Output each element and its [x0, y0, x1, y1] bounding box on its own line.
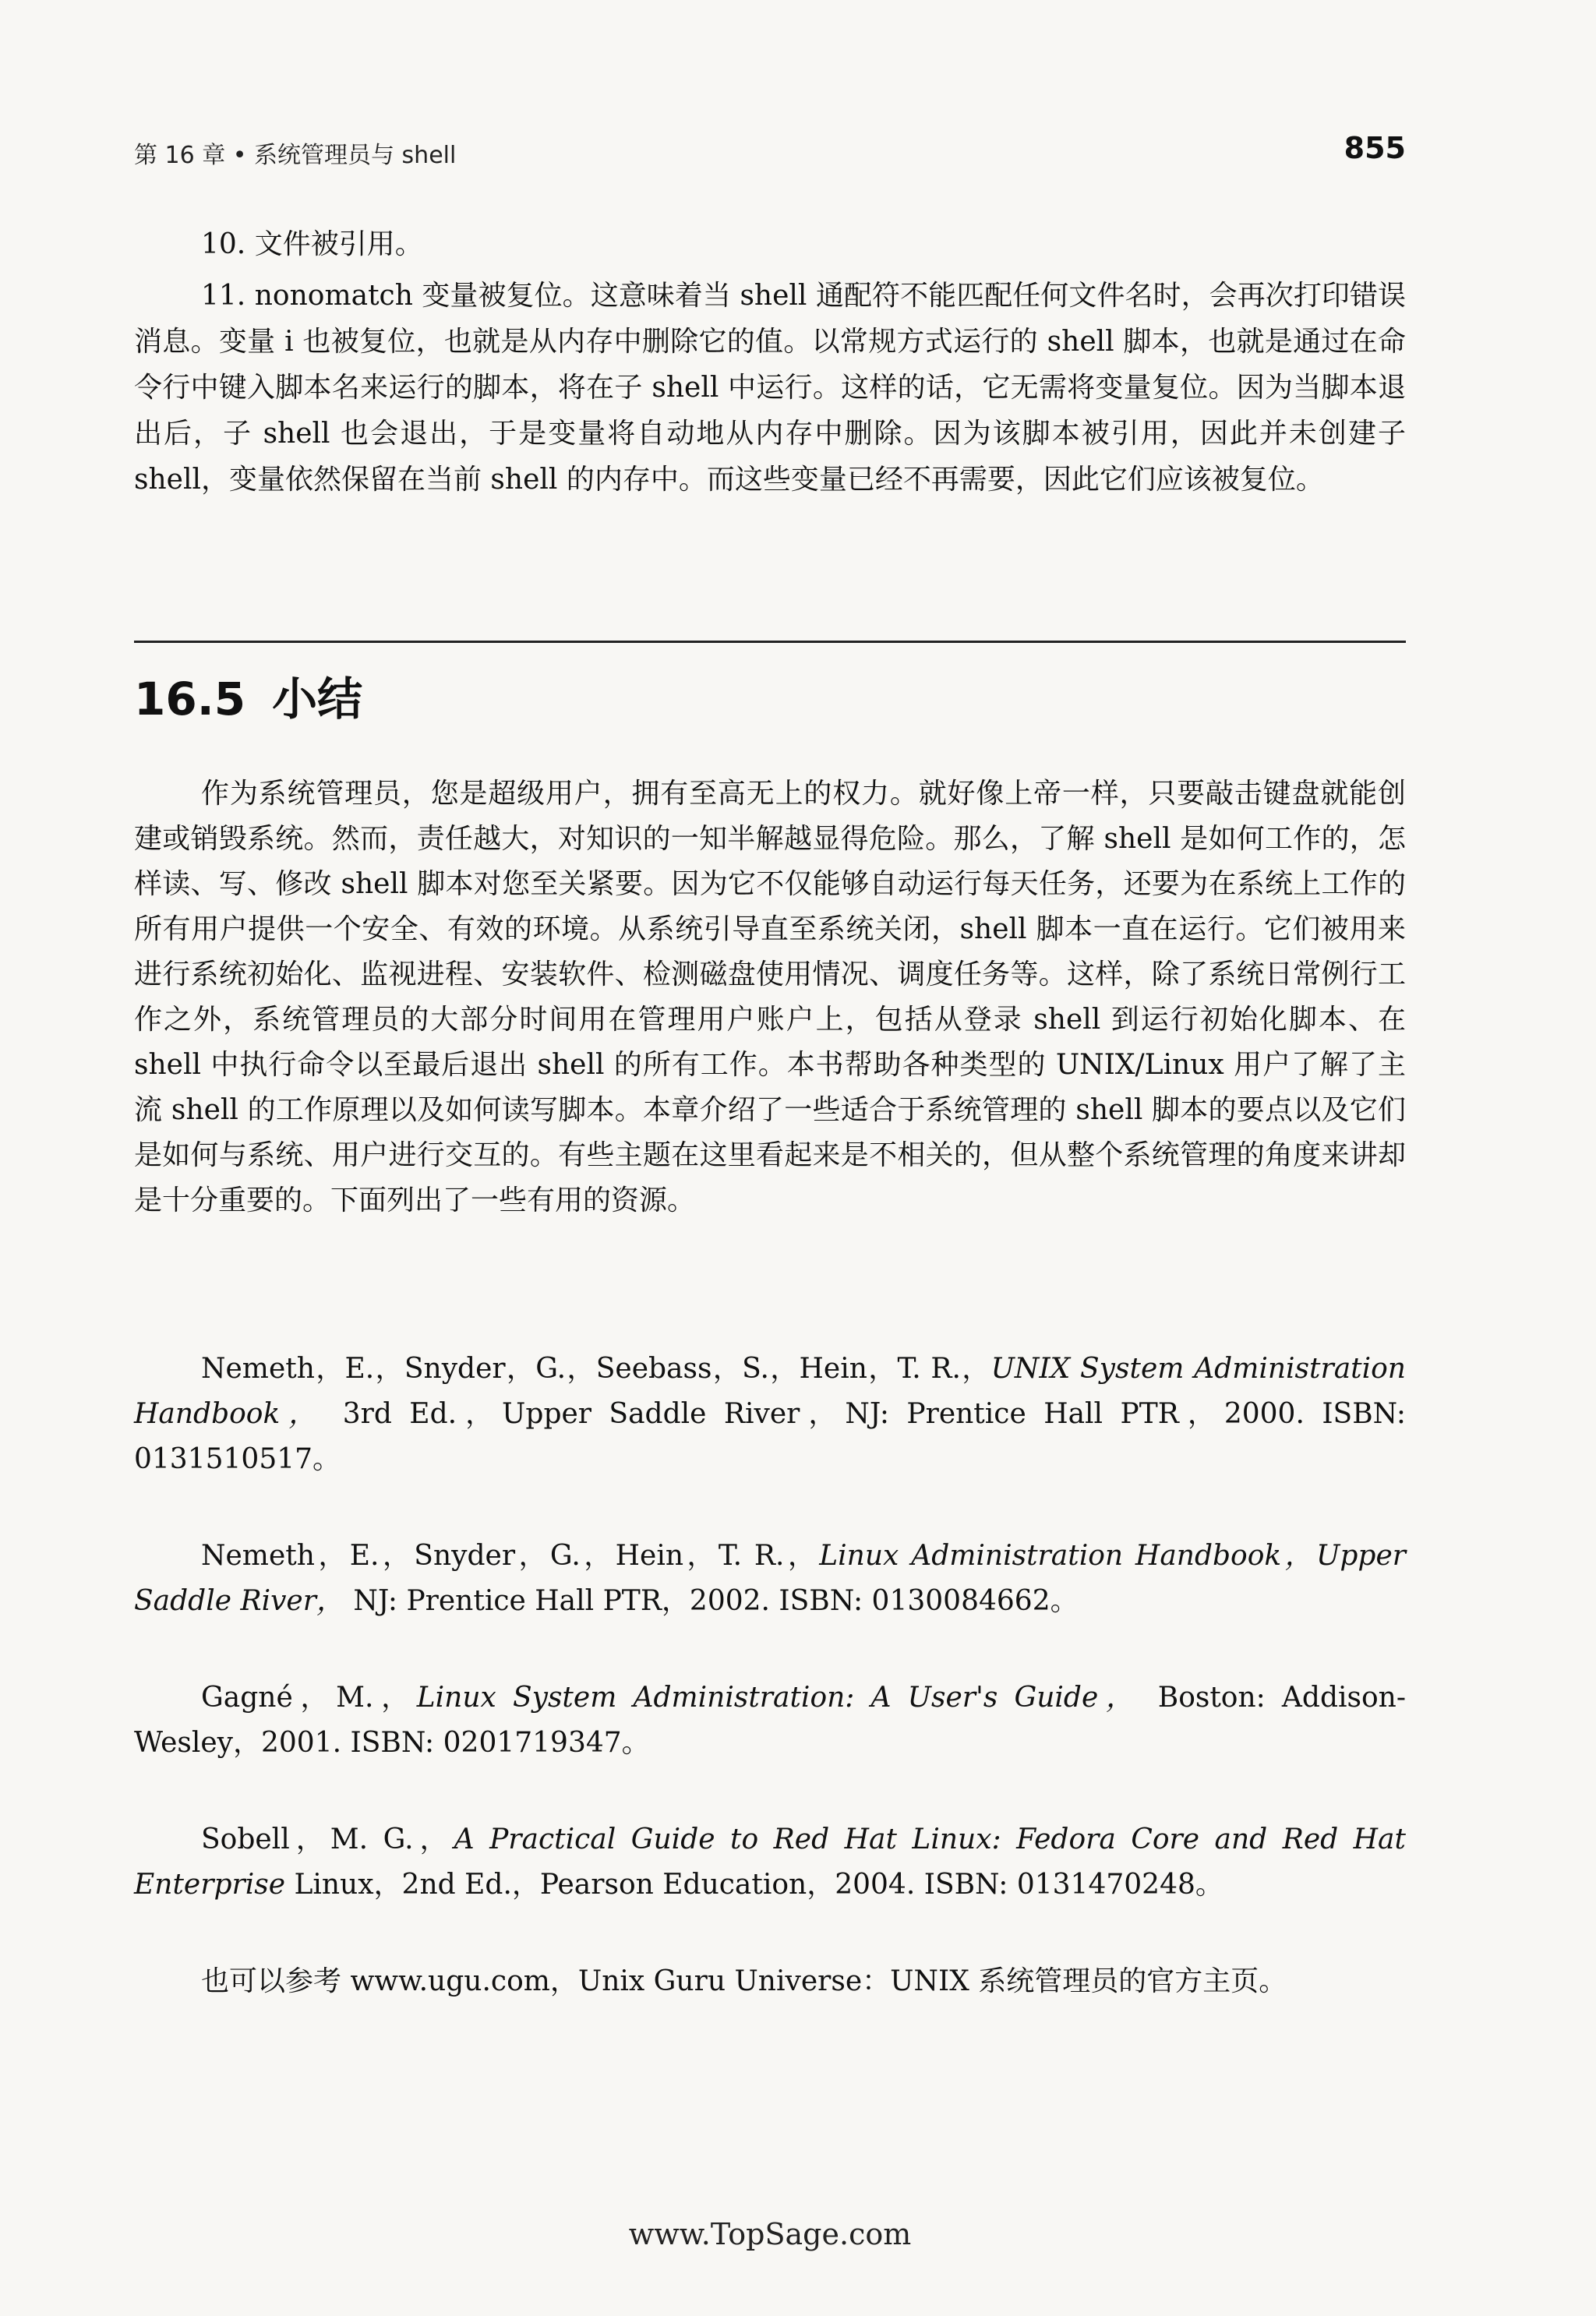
- running-header: [134, 131, 1406, 170]
- section-divider: [134, 641, 1406, 643]
- reference-title: Linux Administration Handbook，Upper Saddle River，: [134, 1540, 1406, 1617]
- reference-item: [134, 1534, 1406, 1624]
- list-item-11: 11. nonomatch 变量被复位。这意味着当 shell 通配符不能匹配任何文件名时，会再次打印错误消息。变量 i 也被复位，也就是从内存中删除它的值。以常规方式运行的 shell 脚本，也就是通过在命令行中键入脚本名来运行的脚本，将在子 shell 中运行。这样的话，它无需将变量复位。因为当脚本退出后，子 shell 也会退出，于是变量将自动地从内存中删除。因为该脚本被引用，因此并未创建子 shell，变量依然保留在当前 shell 的内存中。而这些变量已经不再需要，因此它们应该被复位。: [134, 280, 1406, 496]
- reference-details: 3rd Ed.，Upper Saddle River，NJ: Prentice Hall PTR，2000. ISBN: 0131510517。: [134, 1398, 1407, 1475]
- reference-item: [134, 1817, 1406, 1908]
- section-heading: [134, 664, 362, 734]
- reference-item: [134, 1347, 1406, 1482]
- reference-authors: Sobell，M. G.，: [201, 1823, 454, 1855]
- page-number: 855: [1344, 131, 1406, 165]
- section-number: 16.5: [134, 673, 246, 726]
- summary-paragraph: 作为系统管理员，您是超级用户，拥有至高无上的权力。就好像上帝一样，只要敲击键盘就能创建或销毁系统。然而，责任越大，对知识的一知半解越显得危险。那么，了解 shell 是如何工作的，怎样读、写、修改 shell 脚本对您至关紧要。因为它不仅能够自动运行每天任务，还要为在系统上工作的所有用户提供一个安全、有效的环境。从系统引导直至系统关闭，shell 脚本一直在运行。它们被用来进行系统初始化、监视进程、安装软件、检测磁盘使用情况、调度任务等。这样，除了系统日常例行工作之外，系统管理员的大部分时间用在管理用户账户上，包括从登录 shell 到运行初始化脚本、在 shell 中执行命令以至最后退出 shell 的所有工作。本书帮助各种类型的 UNIX/Linux 用户了解了主流 shell 的工作原理以及如何读写脚本。本章介绍了一些适合于系统管理的 shell 脚本的要点以及它们是如何与系统、用户进行交互的。有些主题在这里看起来是不相关的，但从整个系统管理的角度来讲却是十分重要的。下面列出了一些有用的资源。: [134, 778, 1406, 1216]
- section-title: 小结: [272, 673, 363, 726]
- footer-url: www.TopSage.com: [628, 2217, 912, 2251]
- additional-resource-note: 也可以参考 www.ugu.com，Unix Guru Universe：UNIX 系统管理员的官方主页。: [201, 1965, 1287, 1997]
- reference-details: NJ: Prentice Hall PTR，2002. ISBN: 0130084662。: [344, 1585, 1079, 1617]
- reference-item: [134, 1675, 1406, 1766]
- reference-list: [134, 1347, 1406, 2032]
- reference-authors: Nemeth，E.，Snyder，G.，Hein，T. R.，: [201, 1540, 820, 1572]
- reference-title: Linux System Administration: A User's Guide，: [416, 1682, 1142, 1714]
- reference-title: UNIX System Administration Handbook，: [134, 1353, 1406, 1430]
- book-page: [134, 0, 1406, 2316]
- reference-details: Linux，2nd Ed.，Pearson Education，2004. ISBN: 0131470248。: [285, 1869, 1223, 1901]
- reference-details: Boston: Addison-Wesley，2001. ISBN: 0201719347。: [134, 1682, 1407, 1759]
- reference-authors: Nemeth，E.，Snyder，G.，Seebass，S.，Hein，T. R.，: [201, 1353, 991, 1385]
- chapter-header: 第 16 章 • 系统管理员与 shell: [134, 142, 457, 169]
- reference-title: A Practical Guide to Red Hat Linux: Fedora Core and Red Hat Enterprise: [134, 1823, 1406, 1901]
- list-item-10: 10. 文件被引用。: [201, 228, 423, 260]
- reference-authors: Gagné，M.，: [201, 1682, 417, 1714]
